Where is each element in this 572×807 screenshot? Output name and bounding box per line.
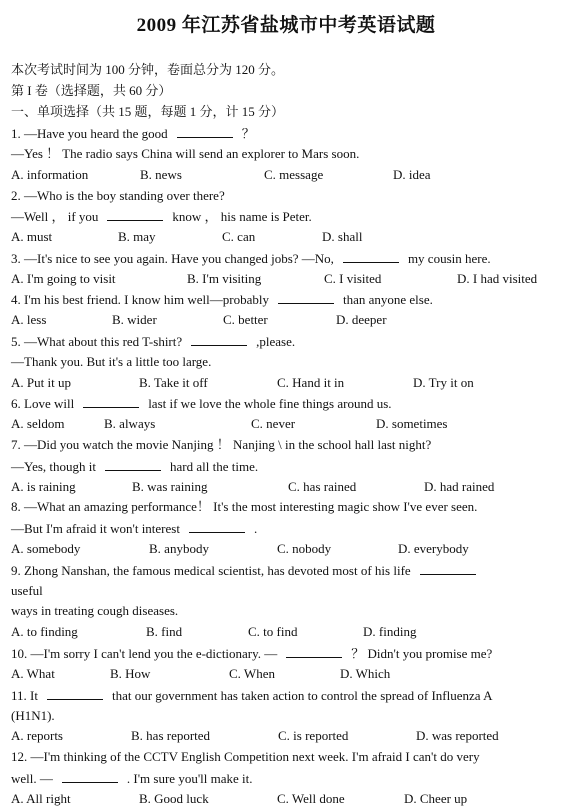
question-5-line <box>11 354 211 370</box>
option-c: C. better <box>223 312 268 327</box>
question-text: —But I'm afraid it won't interest <box>11 521 180 536</box>
option-a: A. I'm going to visit <box>11 271 116 286</box>
option-c: C. to find <box>248 624 298 639</box>
question-7-line <box>11 437 431 453</box>
answer-blank <box>420 562 476 575</box>
option-a: A. somebody <box>11 541 81 556</box>
option-d: D. Which <box>340 666 391 681</box>
question-6-line <box>11 395 392 412</box>
question-2-line <box>11 188 225 204</box>
option-a: A. All right <box>11 791 71 806</box>
question-2-line <box>11 208 312 225</box>
option-b: B. find <box>146 624 183 639</box>
question-9-line <box>11 562 485 579</box>
option-d: D. idea <box>393 167 431 182</box>
question-1-line <box>11 146 359 162</box>
question-8-line <box>11 520 257 537</box>
option-b: B. I'm visiting <box>187 271 262 286</box>
question-text: well. — <box>11 771 53 786</box>
option-d: D. sometimes <box>376 416 448 431</box>
question-text: than anyone else. <box>342 292 433 307</box>
part-heading: 一、单项选择（共 15 题，每题 1 分，计 15 分） <box>11 104 285 119</box>
option-a: A. seldom <box>11 416 65 431</box>
option-b: B. may <box>118 229 156 244</box>
question-text: ？ Didn't you promise me? <box>351 646 493 661</box>
question-1-line <box>11 125 255 142</box>
question-10-line <box>11 645 492 662</box>
option-c: C. message <box>264 167 324 182</box>
question-12-line <box>11 749 480 765</box>
option-a: A. to finding <box>11 624 78 639</box>
question-9-line <box>11 583 43 599</box>
option-b: B. was raining <box>132 479 208 494</box>
option-d: D. had rained <box>424 479 495 494</box>
question-9-line <box>11 603 178 619</box>
answer-blank <box>107 208 163 221</box>
question-text: 11. It <box>11 688 38 703</box>
question-text: last if we love the whole fine things around us. <box>148 396 392 411</box>
option-b: B. How <box>110 666 151 681</box>
answer-blank <box>286 645 342 658</box>
option-a: A. must <box>11 229 53 244</box>
option-c: C. Hand it in <box>277 375 345 390</box>
question-text: 4. I'm his best friend. I know him well—probably <box>11 292 269 307</box>
option-d: D. Try it on <box>413 375 474 390</box>
option-d: D. shall <box>322 229 363 244</box>
question-5-line <box>11 333 295 350</box>
question-text: 5. —What about this red T-shirt? <box>11 334 183 349</box>
option-a: A. reports <box>11 728 63 743</box>
option-c: C. Well done <box>277 791 345 806</box>
question-text: 12. —I'm thinking of the CCTV English Competition next week. I'm afraid I can't do very <box>11 749 480 764</box>
option-b: B. Good luck <box>139 791 209 806</box>
question-text: 3. —It's nice to see you again. Have you changed jobs? —No, <box>11 251 334 266</box>
question-text: 8. —What an amazing performance！ It's the most interesting magic show I've ever seen. <box>11 499 478 514</box>
option-c: C. I visited <box>324 271 382 286</box>
question-text: my cousin here. <box>407 251 491 266</box>
section-heading: 第 I 卷（选择题，共 60 分） <box>11 83 172 98</box>
answer-blank <box>343 250 399 263</box>
option-d: D. was reported <box>416 728 499 743</box>
option-d: D. Cheer up <box>404 791 468 806</box>
question-text: 1. —Have you heard the good <box>11 126 168 141</box>
answer-blank <box>177 125 233 138</box>
question-text: ways in treating cough diseases. <box>11 603 179 618</box>
answer-blank <box>189 520 245 533</box>
option-d: D. everybody <box>398 541 469 556</box>
question-text: —Yes ！ The radio says China will send an explorer to Mars soon. <box>11 146 360 161</box>
option-a: A. information <box>11 167 89 182</box>
question-text: ,please. <box>256 334 296 349</box>
question-text: . <box>253 521 258 536</box>
question-text: —Yes, though it <box>11 459 97 474</box>
answer-blank <box>191 333 247 346</box>
option-a: A. is raining <box>11 479 76 494</box>
option-d: D. deeper <box>336 312 387 327</box>
option-b: B. Take it off <box>139 375 208 390</box>
answer-blank <box>62 770 118 783</box>
question-4-line <box>11 291 433 308</box>
question-12-line <box>11 770 253 787</box>
option-c: C. can <box>222 229 256 244</box>
exam-title: 2009 年江苏省盐城市中考英语试题 <box>136 15 436 36</box>
question-text: 2. —Who is the boy standing over there? <box>11 188 225 203</box>
option-d: D. finding <box>363 624 417 639</box>
answer-blank <box>105 458 161 471</box>
option-c: C. When <box>229 666 275 681</box>
question-11-line <box>11 708 55 724</box>
answer-blank <box>83 395 139 408</box>
option-a: A. What <box>11 666 55 681</box>
question-text: (H1N1). <box>11 708 55 723</box>
question-text: that our government has taken action to control the spread of Influenza A <box>111 688 493 703</box>
question-text: know ， his name is Peter. <box>172 209 312 224</box>
option-b: B. has reported <box>131 728 211 743</box>
answer-blank <box>47 687 103 700</box>
question-text: hard all the time. <box>170 459 259 474</box>
question-8-line <box>11 499 477 515</box>
question-text: 6. Love will <box>11 396 75 411</box>
question-text: —Well ， if you <box>11 209 99 224</box>
option-c: C. is reported <box>278 728 349 743</box>
question-11-line <box>11 687 492 704</box>
exam-instructions: 本次考试时间为 100 分钟，卷面总分为 120 分。 <box>11 62 285 77</box>
option-b: B. news <box>140 167 182 182</box>
option-d: D. I had visited <box>457 271 538 286</box>
question-text: ？ <box>241 126 255 141</box>
option-a: A. Put it up <box>11 375 71 390</box>
option-c: C. nobody <box>277 541 332 556</box>
question-text: 10. —I'm sorry I can't lend you the e-dictionary. — <box>11 646 278 661</box>
question-7-line <box>11 458 258 475</box>
option-a: A. less <box>11 312 47 327</box>
question-text: 7. —Did you watch the movie Nanjing ！ Nanjing \ in the school hall last night? <box>11 437 432 452</box>
question-3-line <box>11 250 491 267</box>
question-text: —Thank you. But it's a little too large. <box>11 354 212 369</box>
option-c: C. never <box>251 416 296 431</box>
option-b: B. wider <box>112 312 157 327</box>
question-text: useful <box>11 583 43 598</box>
option-b: B. always <box>104 416 156 431</box>
question-text: . I'm sure you'll make it. <box>126 771 253 786</box>
answer-blank <box>278 291 334 304</box>
question-text: 9. Zhong Nanshan, the famous medical scientist, has devoted most of his life <box>11 563 411 578</box>
option-b: B. anybody <box>149 541 209 556</box>
option-c: C. has rained <box>288 479 357 494</box>
